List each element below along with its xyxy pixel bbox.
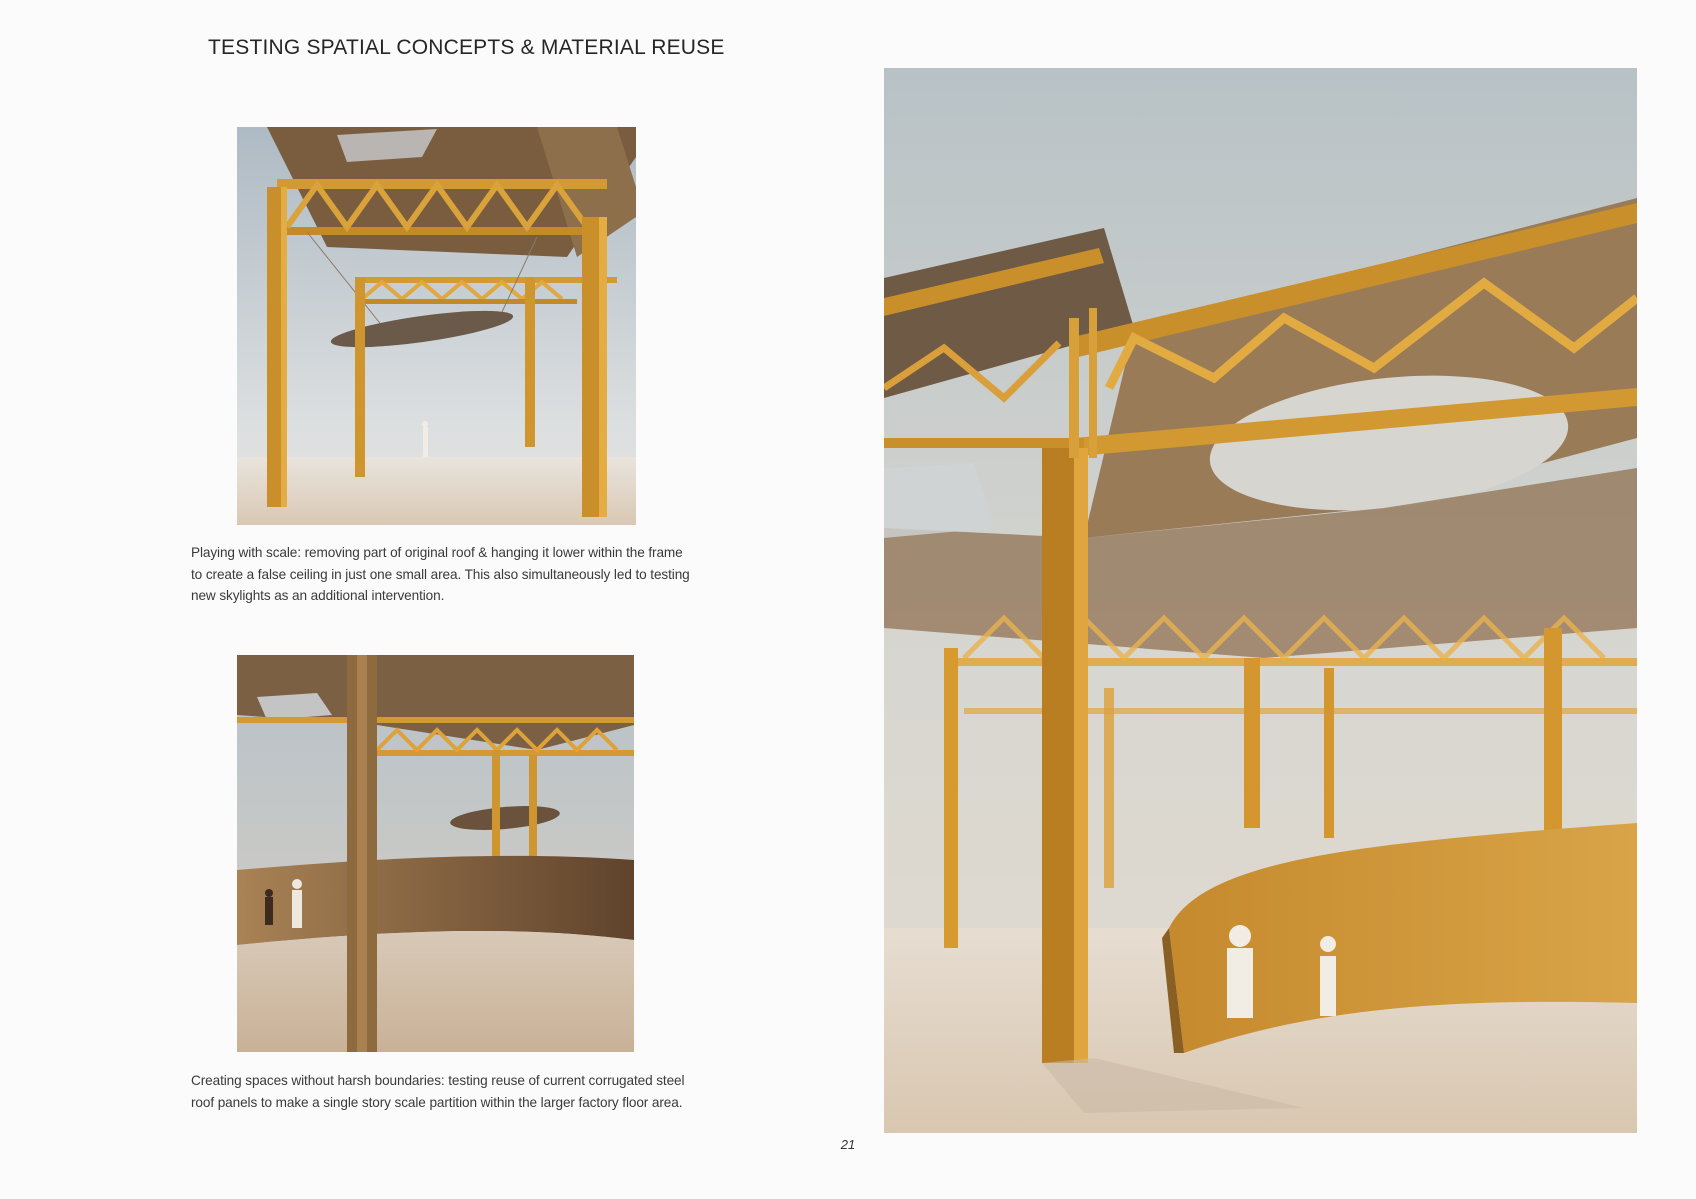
- page-title: TESTING SPATIAL CONCEPTS & MATERIAL REUSE: [208, 36, 725, 59]
- model-photo-curved-partition: [237, 655, 634, 1052]
- caption-false-ceiling: Playing with scale: removing part of original roof & hanging it lower within the frame to create a false ceiling in just one small area. This also simultaneously led to testing new skylights as an additional intervention.: [191, 545, 690, 603]
- page-number: 21: [840, 1137, 856, 1152]
- model-photo-large-perspective: [884, 68, 1637, 1133]
- model-photo-hanging-false-ceiling: [237, 127, 636, 525]
- caption-curved-partition: Creating spaces without harsh boundaries: testing reuse of current corrugated steel roof panels to make a single story scale partition within the larger factory floor area.: [191, 1073, 685, 1110]
